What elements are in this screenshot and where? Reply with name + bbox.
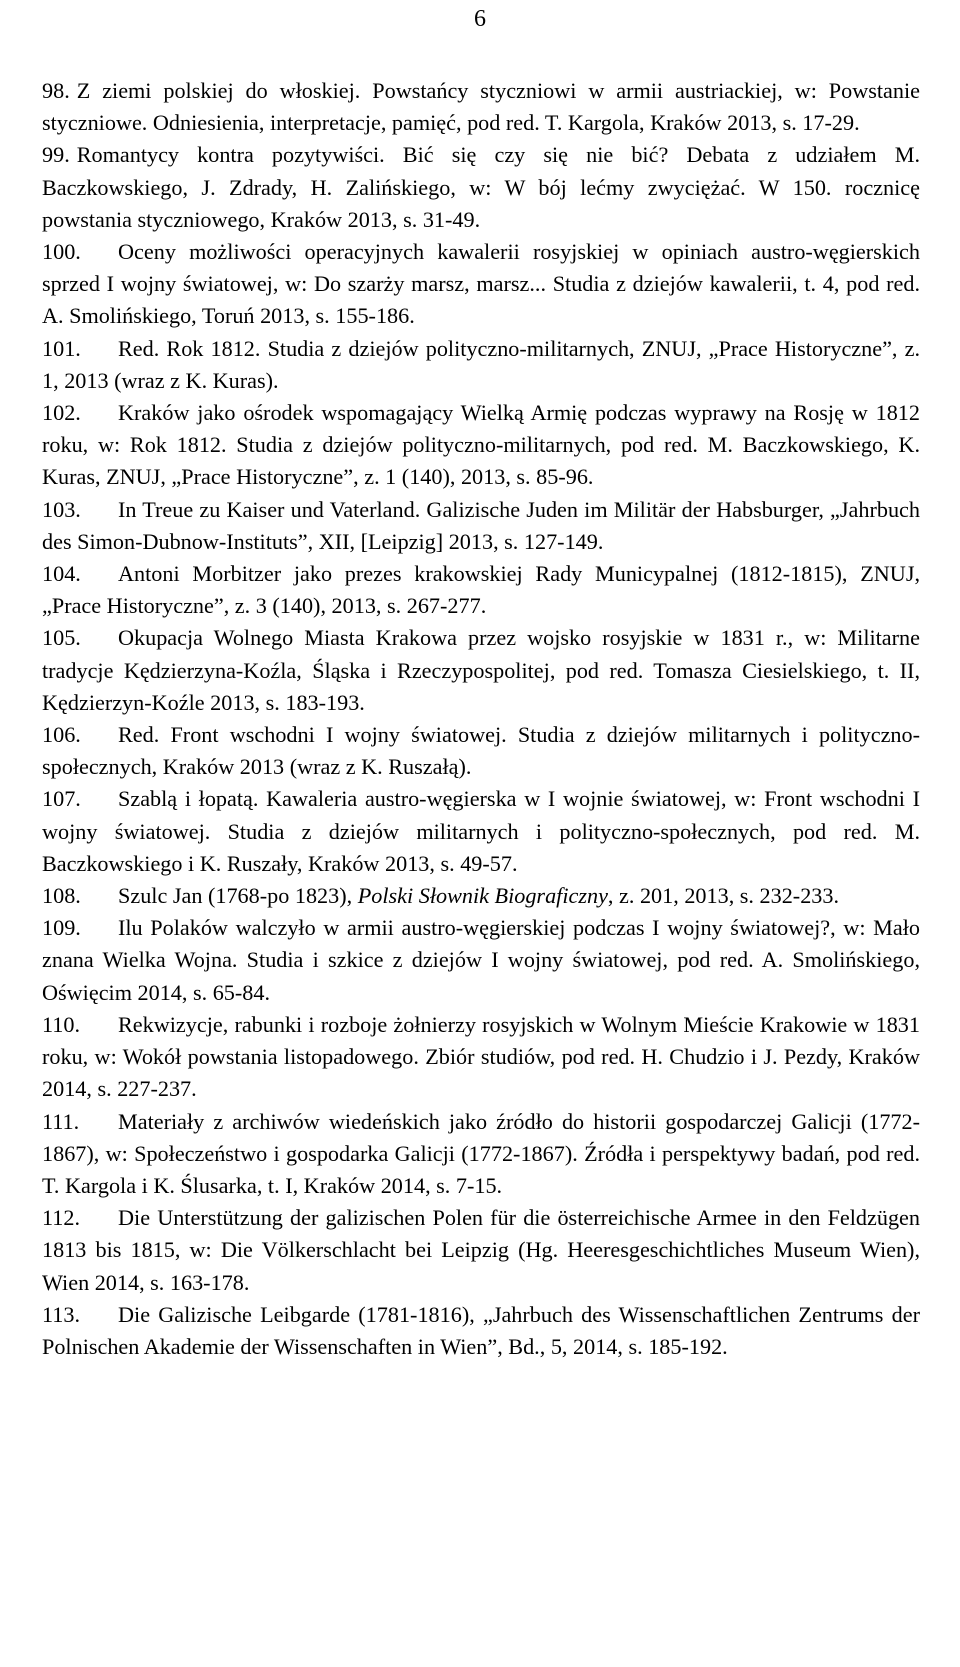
entry-text: Okupacja Wolnego Miasta Krakowa przez wojsko rosyjskie w 1831 r., w: Militarne tradycje Kędzierzyna-Koźla, Śląska i Rzeczypospolitej, pod red. Tomasza Ciesielskiego, t. II, Kędzierzyn-Koźle 2013, s. 183-193. (42, 625, 920, 715)
entry-text: Antoni Morbitzer jako prezes krakowskiej Rady Municypalnej (1812-1815), ZNUJ, „Prace Historyczne”, z. 3 (140), 2013, s. 267-277. (42, 561, 920, 619)
entry-number: 112. (42, 1205, 81, 1231)
list-item (42, 1106, 920, 1203)
entry-number: 108. (42, 883, 81, 909)
entry-number: 107. (42, 786, 81, 812)
entry-text: Materiały z archiwów wiedeńskich jako źródło do historii gospodarczej Galicji (1772-1867), w: Społeczeństwo i gospodarka Galicji (1772-1867). Źródła i perspektywy badań, pod red. T. Kargola i K. Ślusarka, t. I, Kraków 2014, s. 7-15. (42, 1108, 920, 1198)
list-item (42, 880, 920, 912)
entry-text: Ilu Polaków walczyło w armii austro-węgierskiej podczas I wojny światowej?, w: Mało znana Wielka Wojna. Studia i szkice z dziejów I wojny światowej, pod red. A. Smolińskiego, Oświęcim 2014, s. 65-84. (42, 915, 920, 1005)
list-item (42, 1009, 920, 1106)
list-item (42, 558, 920, 622)
list-item (42, 719, 920, 783)
entry-text: Romantycy kontra pozytywiści. Bić się czy się nie bić? Debata z udziałem M. Baczkowskiego, J. Zdrady, H. Zalińskiego, w: W bój lećmy zwyciężać. W 150. rocznicę powstania styczniowego, Kraków 2013, s. 31-49. (42, 142, 920, 232)
entry-number: 109. (42, 915, 81, 941)
list-item (42, 139, 920, 236)
entry-text-italic: Polski Słownik Biograficzny (357, 883, 608, 909)
entry-text: Red. Rok 1812. Studia z dziejów polityczno-militarnych, ZNUJ, „Prace Historyczne”, z. 1, 2013 (wraz z K. Kuras). (42, 335, 920, 393)
entry-number: 98. (42, 78, 70, 103)
entry-text: In Treue zu Kaiser und Vaterland. Galizische Juden im Militär der Habsburger, „Jahrbuch des Simon-Dubnow-Instituts”, XII, [Leipzig] 2013, s. 127-149. (42, 496, 920, 554)
entry-text: Szablą i łopatą. Kawaleria austro-węgierska w I wojnie światowej, w: Front wschodni I wojny światowej. Studia z dziejów militarnych i polityczno-społecznych, pod red. M. Baczkowskiego i K. Ruszały, Kraków 2013, s. 49-57. (42, 786, 920, 876)
entry-text-before: Szulc Jan (1768-po 1823), (118, 883, 358, 909)
page-number: 6 (474, 6, 486, 32)
entry-number: 103. (42, 496, 81, 522)
list-item (42, 1202, 920, 1299)
entry-text: Die Galizische Leibgarde (1781-1816), „Jahrbuch des Wissenschaftlichen Zentrums der Polnischen Akademie der Wissenschaften in Wien”, Bd., 5, 2014, s. 185-192. (42, 1301, 920, 1359)
entry-number: 110. (42, 1011, 81, 1037)
list-item (42, 1299, 920, 1363)
bibliography-list (42, 75, 920, 1363)
entry-text: Z ziemi polskiej do włoskiej. Powstańcy styczniowi w armii austriackiej, w: Powstanie styczniowe. Odniesienia, interpretacje, pamięć, pod red. T. Kargola, Kraków 2013, s. 17-29. (42, 78, 920, 136)
list-item (42, 912, 920, 1009)
entry-number: 104. (42, 561, 81, 587)
list-item (42, 783, 920, 880)
entry-text: Red. Front wschodni I wojny światowej. Studia z dziejów militarnych i polityczno-społecznych, Kraków 2013 (wraz z K. Ruszałą). (42, 722, 920, 780)
list-item (42, 622, 920, 719)
entry-text: Die Unterstützung der galizischen Polen für die österreichische Armee in den Feldzügen 1813 bis 1815, w: Die Völkerschlacht bei Leipzig (Hg. Heeresgeschichtliches Museum Wien), Wien 2014, s. 163-178. (42, 1205, 920, 1295)
entry-number: 101. (42, 335, 81, 361)
entry-number: 99. (42, 142, 70, 168)
list-item (42, 397, 920, 494)
list-item (42, 75, 920, 139)
entry-text-after: , z. 201, 2013, s. 232-233. (607, 883, 840, 909)
entry-number: 105. (42, 625, 81, 651)
entry-number: 102. (42, 400, 81, 426)
entry-number: 100. (42, 239, 81, 265)
list-item (42, 333, 920, 397)
entry-text: Rekwizycje, rabunki i rozboje żołnierzy rosyjskich w Wolnym Mieście Krakowie w 1831 roku, w: Wokół powstania listopadowego. Zbiór studiów, pod red. H. Chudzio i J. Pezdy, Kraków 2014, s. 227-237. (42, 1011, 920, 1102)
entry-text: Oceny możliwości operacyjnych kawalerii rosyjskiej w opiniach austro-węgierskich sprzed I wojny światowej, w: Do szarży marsz, marsz... Studia z dziejów kawalerii, t. 4, pod red. A. Smolińskiego, Toruń 2013, s. 155-186. (42, 239, 920, 329)
entry-number: 106. (42, 722, 81, 748)
list-item (42, 494, 920, 558)
entry-number: 113. (42, 1301, 81, 1327)
list-item (42, 236, 920, 333)
entry-number: 111. (42, 1108, 80, 1134)
entry-text: Kraków jako ośrodek wspomagający Wielką Armię podczas wyprawy na Rosję w 1812 roku, w: Rok 1812. Studia z dziejów polityczno-militarnych, pod red. M. Baczkowskiego, K. Kuras, ZNUJ, „Prace Historyczne”, z. 1 (140), 2013, s. 85-96. (42, 400, 920, 490)
